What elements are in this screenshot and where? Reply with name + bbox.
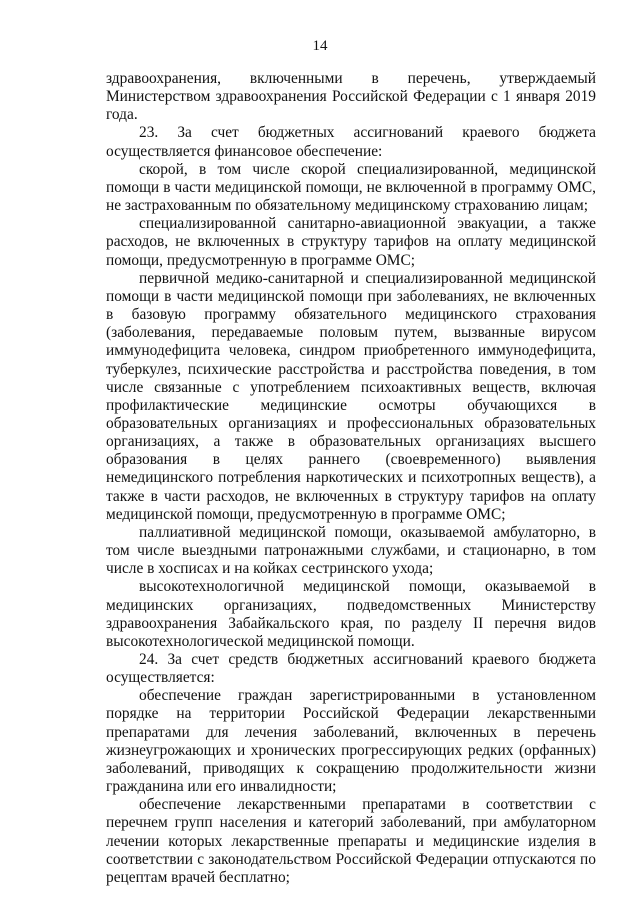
document-body bbox=[106, 70, 596, 887]
paragraph-free-medicines: обеспечение лекарственными препаратами в соответствии с перечнем групп населения и категорий заболеваний, при амбулаторном лечении которых лекарственные препараты и медицинские изделия в соответствии с законодательством Российской Федерации отпускаются по рецептам врачей бесплатно; bbox=[106, 796, 596, 886]
paragraph-continuation: здравоохранения, включенными в перечень, утверждаемый Министерством здравоохранения Российской Федерации с 1 января 2019 года. bbox=[106, 70, 596, 124]
paragraph-item-24: 24. За счет средств бюджетных ассигнований краевого бюджета осуществляется: bbox=[106, 651, 596, 687]
paragraph-palliative-care: паллиативной медицинской помощи, оказываемой амбулаторно, в том числе выездными патронажными службами, и стационарно, в том числе в хосписах и на койках сестринского ухода; bbox=[106, 523, 596, 578]
paragraph-orphan-diseases: обеспечение граждан зарегистрированными в установленном порядке на территории Российской Федерации лекарственными препаратами для лечения заболеваний, включенных в перечень жизнеугрожающих и хронических прогрессирующих редких (орфанных) заболеваний, приводящих к сокращению продолжительности жизни гражданина или его инвалидности; bbox=[106, 687, 596, 796]
paragraph-item-23: 23. За счет бюджетных ассигнований краевого бюджета осуществляется финансовое обеспечение: bbox=[106, 124, 596, 160]
page-number: 14 bbox=[312, 38, 328, 54]
paragraph-air-evacuation: специализированной санитарно-авиационной эвакуации, а также расходов, не включенных в структуру тарифов на оплату медицинской помощи, предусмотренную в программе ОМС; bbox=[106, 215, 596, 269]
paragraph-primary-care: первичной медико-санитарной и специализированной медицинской помощи в части медицинской помощи при заболеваниях, не включенных в базовую программу обязательного медицинского страхования (заболевания, передаваемые половым путем, вызванные вирусом иммунодефицита человека, синдром приобретенного иммунодефицита, туберкулез, психические расстройства и расстройства поведения, в том числе связанные с употреблением психоактивных веществ, включая профилактические медицинские осмотры обучающихся в образовательных организациях и профессиональных образовательных организациях, а также в образовательных организациях высшего образования в целях раннего (своевременного) выявления немедицинского потребления наркотических и психотропных веществ), а также в части расходов, не включенных в структуру тарифов на оплату медицинской помощи, предусмотренную в программе ОМС; bbox=[106, 269, 596, 523]
paragraph-high-tech-care: высокотехнологичной медицинской помощи, оказываемой в медицинских организациях, подведомственных Министерству здравоохранения Забайкальского края, по разделу II перечня видов высокотехнологической медицинской помощи. bbox=[106, 578, 596, 650]
paragraph-emergency-care: скорой, в том числе скорой специализированной, медицинской помощи в части медицинской помощи, не включенной в программу ОМС, не застрахованным по обязательному медицинскому страхованию лицам; bbox=[106, 160, 596, 215]
